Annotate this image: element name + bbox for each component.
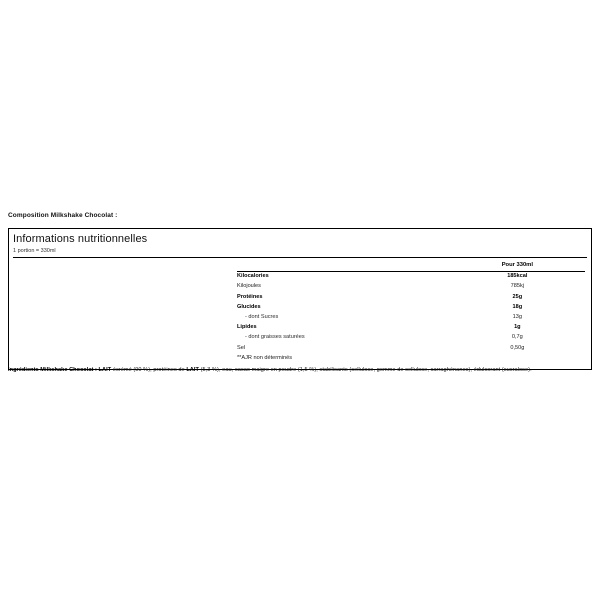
table-row [237,302,585,312]
table-row [237,282,585,292]
footnote-text: **AJR non déterminés [237,354,293,361]
column-header-nutrient [237,260,450,271]
nutrition-panel-header [9,229,591,260]
row-value: 785kj [510,283,525,290]
allergen-lait-2: LAIT [186,367,199,373]
row-value: 0,50g [510,344,525,351]
composition-title: Composition Milkshake Chocolat : [8,212,118,219]
row-label: Protéines [237,293,263,300]
nutrition-table-body [237,271,585,363]
row-value: 1g [514,324,521,331]
row-label: - dont graisses saturées [245,334,305,341]
table-row [237,343,585,353]
row-label: Glucides [237,303,261,310]
footnote-value [450,353,585,363]
nutrition-information-panel [8,228,592,370]
row-label: Kilocalories [237,273,269,280]
ingredients-paragraph [8,366,584,375]
table-row [237,292,585,302]
row-value: 0,7g [511,334,523,341]
table-row [237,333,585,343]
allergen-lait-1: LAIT [98,367,112,373]
row-label: Sel [237,344,246,351]
portion-size-label: 1 portion = 330ml [13,247,587,258]
ingredients-text-1: écrémé (90 %), protéines de [111,367,187,373]
row-value: 185kcal [507,273,528,280]
row-value: 18g [512,303,523,310]
row-label: Kilojoules [237,283,261,290]
nutrition-table-wrapper [9,260,591,369]
ingredients-prefix: Ingrédients Milkshake Chocolat : [8,367,99,373]
table-footnote-row [237,353,585,363]
nutrition-table [237,260,585,363]
nutrition-heading: Informations nutritionnelles [13,233,148,245]
table-row [237,271,585,282]
table-row [237,312,585,322]
table-header-row [237,260,585,271]
column-header-portion: Pour 330ml [501,261,533,268]
row-label: - dont Sucres [245,313,279,320]
row-label: Lipides [237,324,257,331]
row-value: 25g [512,293,523,300]
row-value: 13g [512,313,522,320]
ingredients-text-2: (5,3 %), eau, cacao maigre en poudre (1,5 %), stabilisants (cellulose, gomme de cellulose, carraghénanes), édulcorant (sucralose). [198,367,532,373]
table-row [237,323,585,333]
